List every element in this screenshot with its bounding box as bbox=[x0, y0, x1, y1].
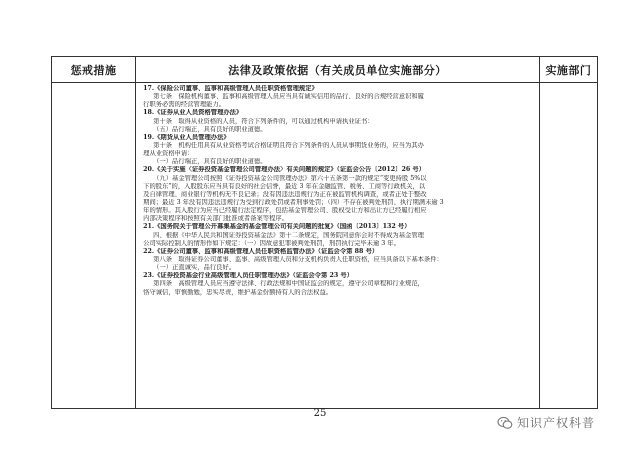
text-line: 第七条 保险机构董事、监事和高级管理人员应当具有诚实信用的品行、良好的合规经营意识和履 bbox=[153, 93, 424, 101]
text-line: 及自律管理、商业银行等机构无不良记录；没有因违法违规行为正在被监管机构调查，或者正处于整改 bbox=[143, 190, 427, 198]
text-line: 20.《关于实施〈证券投资基金管理公司管理办法〉有关问题的规定》（证监会公告〔2012〕26 号） bbox=[143, 166, 426, 174]
text-line: 17.《保险公司董事、监事和高级管理人员任职资格管理规定》 bbox=[143, 85, 318, 92]
table-row bbox=[52, 83, 598, 409]
text-line: 年的情形。其入股行为应当已经履行法定程序，包括基金管理公司、股权受让方和出让方已经履行相应 bbox=[143, 207, 427, 215]
legal-basis-cell bbox=[136, 83, 540, 409]
header-legal-basis: 法律及政策依据（有关成员单位实施部分） bbox=[136, 57, 540, 83]
text-line: 下的股东”的，入股股东应当具有良好的社会信誉，最近 3 年在金融监管、税务、工商等行政机关，以 bbox=[143, 182, 426, 190]
page-number: 25 bbox=[313, 408, 327, 419]
text-line: 期间；最近 3 年没有因违法违规行为受到行政处罚或者刑事处罚；（四）不存在被判处刑罚、执行期满未逾 3 bbox=[143, 198, 444, 206]
table-header-row bbox=[52, 57, 598, 83]
department-cell bbox=[539, 83, 597, 409]
text-line: 22.《证券公司董事、监事和高级管理人员任职资格监管办法》（证监会令第 88 号） bbox=[143, 247, 379, 255]
text-line: 公司实际控制人的情形作如下规定：（一）因故意犯罪被判处刑罚，刑罚执行完毕未逾 3 年。 bbox=[143, 239, 400, 247]
text-line: 第八条 取得证券公司董事、监事、高级管理人员和分支机构负责人任职资格，应当具备以下基本条件： bbox=[153, 255, 443, 263]
text-line: 四、根据《中华人民共和国证券投资基金法》第十二条规定，国务院同意你会对不得成为基金管理 bbox=[153, 231, 424, 239]
legal-basis-text bbox=[136, 83, 539, 408]
measures-cell bbox=[52, 83, 136, 409]
text-line: （一）正直诚实，品行良好。 bbox=[153, 264, 235, 272]
header-department: 实施部门 bbox=[539, 57, 597, 83]
text-line: （九）基金管理公司按照《证券投资基金公司管理办法》第六十五条第一款的规定“变更持股 5%以 bbox=[153, 174, 427, 182]
text-line: 行职务必需的经营管理能力。 bbox=[143, 101, 225, 109]
text-line: 内部决策程序和按照有关部门批准或者备案等程序。 bbox=[143, 215, 288, 223]
policy-table bbox=[51, 56, 598, 409]
text-line: （一）品行端正，具有良好的职业道德。 bbox=[153, 158, 267, 166]
text-line: 理从业资格申请： bbox=[143, 150, 194, 158]
text-line: 19.《期货从业人员管理办法》 bbox=[143, 133, 230, 141]
watermark-text: 知识产权科普 bbox=[517, 416, 596, 430]
text-line: 18.《证券从业人员资格管理办法》 bbox=[143, 109, 243, 117]
text-line: 第十条 机构任用具有从业资格考试合格证明且符合下列条件的人员从事期货业务的，应当为其办 bbox=[153, 141, 424, 149]
watermark bbox=[497, 414, 595, 431]
text-line: 第十条 取得从业资格的人员，符合下列条件的，可以通过机构申请执业证书： bbox=[153, 117, 374, 125]
text-line: （五）品行端正，具有良好的职业道德。 bbox=[153, 125, 267, 133]
text-line: 恪守诚信，审慎勤勉，忠实尽责，维护基金份额持有人的合法权益。 bbox=[143, 288, 333, 296]
text-line: 第四条 高级管理人员应当遵守法律、行政法规和中国证监会的规定，遵守公司章程和行业规范， bbox=[153, 280, 424, 288]
text-line: 23.《证券投资基金行业高级管理人员任职管理办法》（证监会令第 23 号） bbox=[143, 272, 353, 280]
text-line: 21.《国务院关于管理公开募集基金的基金管理公司有关问题的批复》（国函〔2013〕132 号） bbox=[143, 223, 411, 231]
header-measures: 惩戒措施 bbox=[52, 57, 136, 83]
wechat-icon bbox=[497, 416, 513, 430]
